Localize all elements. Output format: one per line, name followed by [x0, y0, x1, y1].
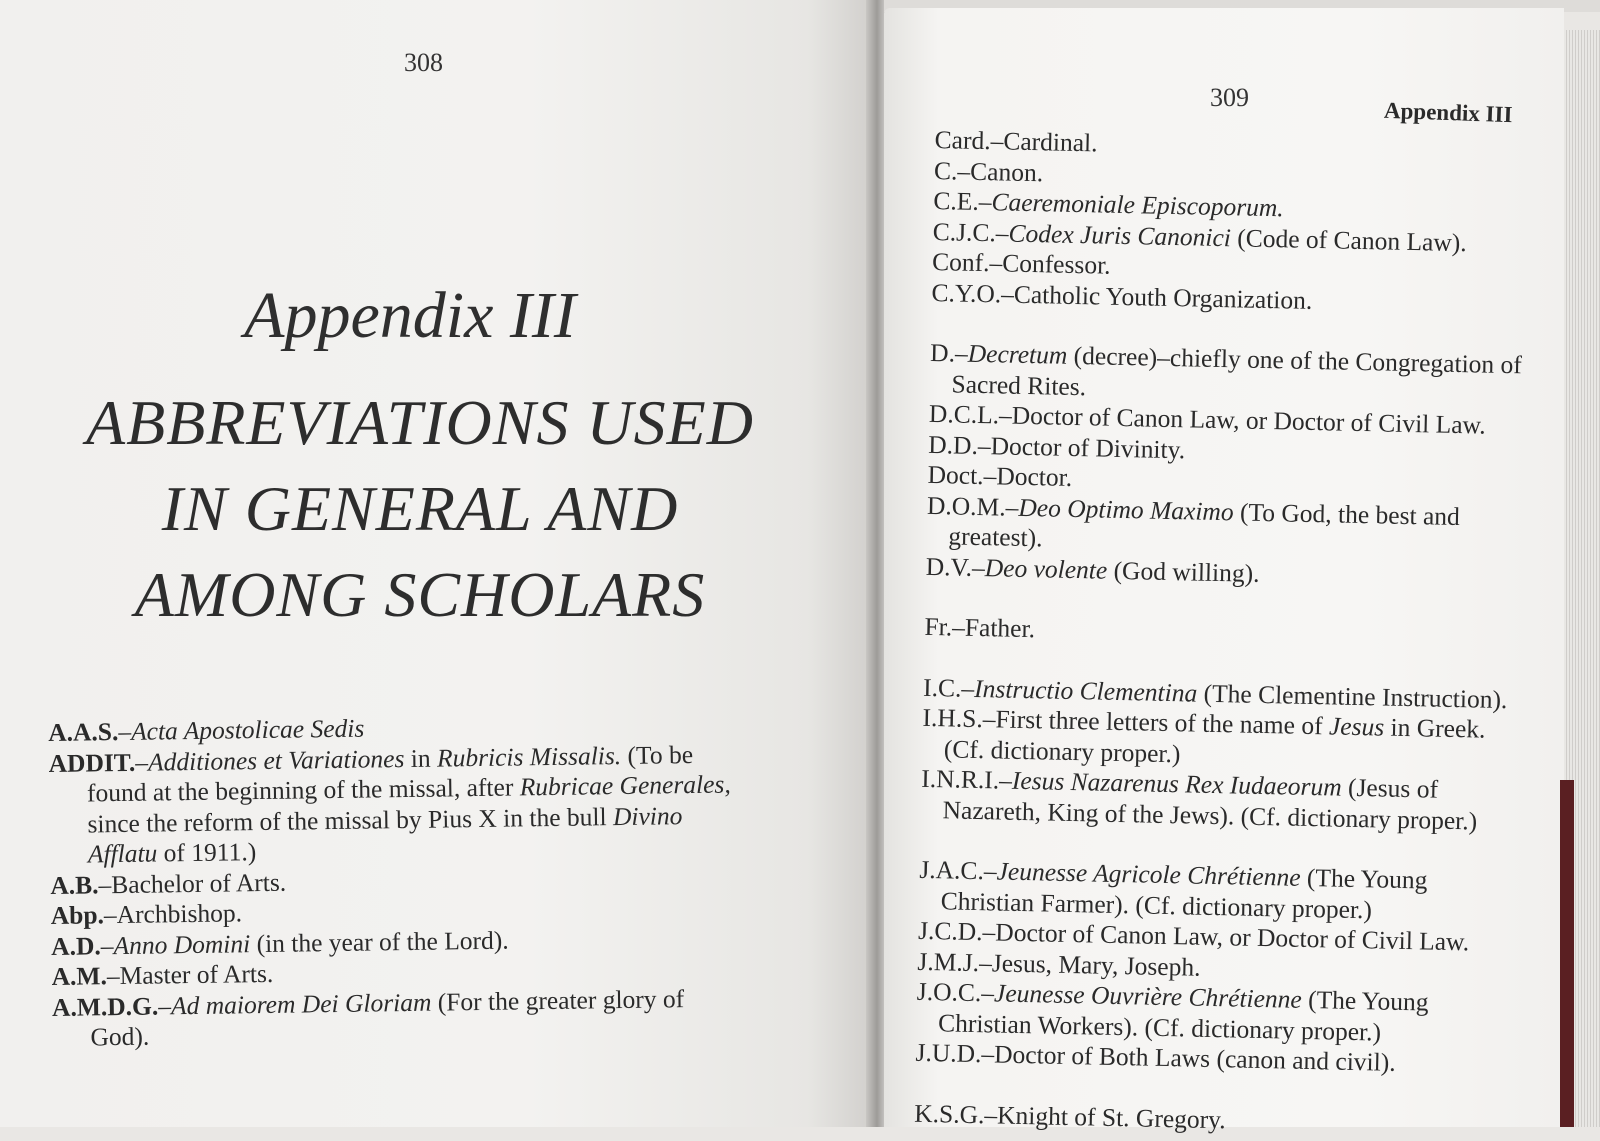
definition-text: Jeunesse Ouvrière Chrétienne: [993, 978, 1303, 1014]
definition-text: –Doctor of Divinity.: [977, 430, 1186, 464]
abbreviation-term: ADDIT.: [48, 747, 136, 778]
cover-edge: [1560, 780, 1574, 1127]
definition-text: Caeremoniale Episcoporum.: [991, 187, 1285, 223]
definition-text: (Code of Canon Law).: [1230, 222, 1468, 257]
abbreviation-entry: [52, 983, 743, 1054]
definition-text: (For the greater glory of God).: [90, 983, 685, 1052]
definition-text: –First three letters of the name of: [982, 704, 1330, 741]
definition-text: –Archbishop.: [103, 898, 243, 930]
abbreviation-term: D.D.: [928, 429, 979, 460]
abbreviation-term: Conf.: [931, 246, 990, 278]
abbreviation-term: C.Y.O.: [931, 277, 1002, 308]
abbreviation-list-right: [914, 125, 1535, 1141]
abbreviation-list-left: [48, 708, 743, 1053]
definition-text: –: [135, 747, 149, 777]
definition-text: –Master of Arts.: [106, 958, 274, 991]
abbreviation-entry: [48, 739, 740, 871]
definition-text: (The Young Christian Farmer). (Cf. dictionary proper.): [940, 862, 1428, 924]
section-heading: [60, 380, 780, 638]
definition-text: Divino Afflatu: [87, 800, 683, 869]
definition-text: Anno Domini: [113, 928, 251, 960]
definition-text: –: [978, 186, 992, 217]
definition-text: –: [983, 856, 997, 886]
abbreviation-term: C.: [933, 155, 958, 185]
abbreviation-term: D.C.L.: [928, 398, 1000, 430]
definition-text: (Jesus of Nazareth, King of the Jews). (Cf. dictionary proper.): [942, 772, 1478, 836]
definition-text: Jesus: [1328, 711, 1385, 742]
abbreviation-term: D.V.: [925, 551, 973, 582]
definition-text: –Father.: [951, 612, 1036, 644]
definition-text: –: [971, 552, 986, 582]
abbreviation-term: J.O.C.: [916, 976, 982, 1008]
abbreviation-term: Card.: [934, 125, 991, 156]
page-number-left: 308: [404, 48, 443, 77]
definition-text: Deo volente: [984, 552, 1108, 585]
definition-text: –Catholic Youth Organization.: [1000, 278, 1313, 315]
abbreviation-term: Doct.: [927, 459, 984, 491]
definition-text: –Cardinal.: [990, 126, 1098, 158]
definition-text: –: [1005, 492, 1019, 522]
definition-text: –: [981, 978, 995, 1008]
definition-text: Codex Juris Canonici: [1008, 218, 1232, 252]
definition-text: (The Clementine Instruction).: [1196, 678, 1508, 714]
definition-text: (To be found at the beginning of the missal, after: [86, 739, 694, 808]
definition-text: Deo Optimo Maximo: [1018, 492, 1234, 526]
definition-text: Instructio Clementina: [973, 673, 1198, 708]
definition-text: –: [961, 673, 975, 703]
definition-text: in Greek. (Cf. dictionary proper.): [943, 712, 1486, 768]
definition-text: –Canon.: [957, 155, 1044, 187]
abbreviation-term: I.H.S.: [922, 702, 984, 734]
abbreviation-term: K.S.G.: [914, 1098, 985, 1129]
definition-text: Rubricis Missalis.: [436, 740, 622, 773]
definition-text: –: [998, 765, 1013, 795]
definition-text: –Doctor of Canon Law, or Doctor of Civil Law.: [998, 400, 1487, 440]
abbreviation-term: A.B.: [50, 869, 99, 900]
definition-text: (God willing).: [1106, 555, 1260, 588]
definition-text: –Bachelor of Arts.: [98, 867, 287, 899]
abbreviation-term: J.M.J.: [917, 946, 980, 977]
page-number-right: 309: [1210, 83, 1249, 112]
abbreviation-term: D.: [929, 337, 956, 368]
definition-text: –Doctor of Both Laws (canon and civil).: [981, 1039, 1396, 1077]
definition-text: –: [954, 338, 969, 368]
definition-text: Iesus Nazarenus Rex Iudaeorum: [1011, 765, 1342, 802]
appendix-title: Appendix III: [244, 279, 576, 352]
heading-line: ABBREVIATIONS USED: [86, 387, 754, 458]
definition-text: Rubricae Generales,: [519, 769, 731, 802]
definition-text: in: [404, 743, 438, 773]
definition-text: –: [118, 716, 132, 747]
definition-text: (decree)–chiefly one of the Congregation of Sacred Rites.: [951, 340, 1523, 401]
abbreviation-term: D.O.M.: [926, 490, 1006, 522]
heading-line: IN GENERAL AND: [161, 473, 679, 544]
definition-text: Ad maiorem Dei Gloriam: [170, 987, 432, 1020]
abbreviation-term: J.A.C.: [919, 854, 985, 886]
abbreviation-term: J.U.D.: [915, 1037, 982, 1069]
definition-text: (To God, the best and greatest).: [948, 496, 1461, 553]
definition-text: –Jesus, Mary, Joseph.: [978, 947, 1201, 982]
definition-text: –: [995, 217, 1009, 248]
abbreviation-term: A.A.S.: [48, 717, 119, 747]
definition-text: (in the year of the Lord).: [250, 925, 509, 958]
definition-text: –: [100, 930, 114, 960]
abbreviation-term: J.C.D.: [917, 915, 983, 947]
definition-text: Acta Apostolicae Sedis: [130, 713, 365, 746]
abbreviation-term: I.C.: [922, 672, 962, 703]
abbreviation-term: A.M.: [51, 961, 108, 991]
abbreviation-term: Fr.: [924, 611, 953, 642]
abbreviation-term: C.E.: [933, 185, 980, 216]
abbreviation-entry: [920, 764, 1521, 838]
heading-line: AMONG SCHOLARS: [134, 559, 706, 630]
definition-text: since the reform of the missal by Pius X in the bull: [87, 801, 614, 838]
definition-text: –Knight of St. Gregory.: [984, 1099, 1226, 1134]
running-header: Appendix III: [1383, 97, 1513, 128]
definition-text: –: [158, 990, 172, 1020]
definition-text: of 1911.): [157, 837, 257, 868]
definition-text: Jeunesse Agricole Chrétienne: [996, 856, 1301, 892]
abbreviation-term: C.J.C.: [932, 216, 997, 247]
abbreviation-term: I.N.R.I.: [921, 763, 1000, 795]
definition-text: –Confessor.: [989, 248, 1111, 280]
definition-text: –Doctor of Canon Law, or Doctor of Civil Law.: [982, 917, 1470, 957]
abbreviation-term: A.D.: [50, 930, 101, 961]
definition-text: Additiones et Variationes: [147, 743, 405, 777]
abbreviation-term: A.M.D.G.: [51, 990, 159, 1022]
definition-text: Decretum: [967, 338, 1068, 370]
definition-text: –Doctor.: [983, 461, 1073, 492]
definition-text: (The Young Christian Workers). (Cf. dictionary proper.): [937, 984, 1429, 1047]
abbreviation-term: Abp.: [50, 900, 105, 930]
